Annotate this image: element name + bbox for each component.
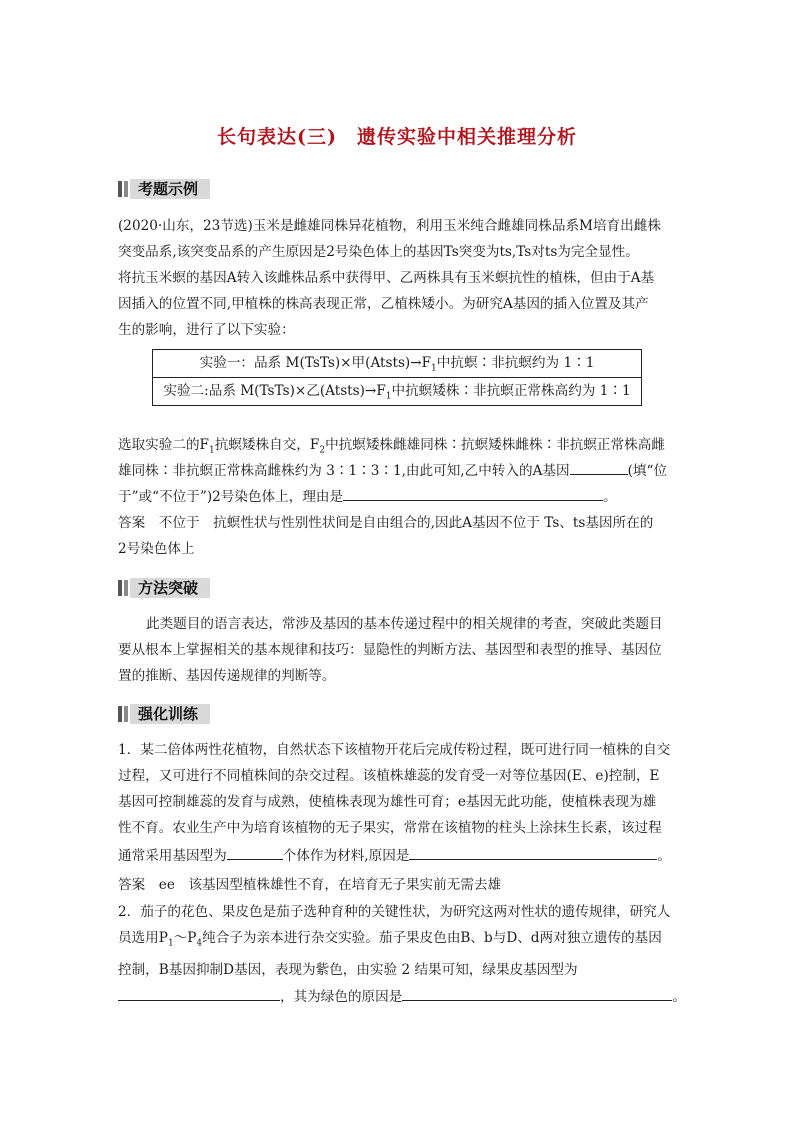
section-header-examples <box>118 178 210 200</box>
example-line: 因插入的位置不同,甲植株的株高表现正常，乙植株矮小。为研究A基因的插入位置及其产 <box>118 296 649 312</box>
method-line: 置的推断、基因传递规律的判断等。 <box>118 668 336 684</box>
method-line: 此类题目的语言表达，常涉及基因的基本传递过程中的相关规律的考查，突破此类题目 <box>146 616 663 632</box>
experiment-table <box>152 349 642 406</box>
question-line: 选取实验二的$F_1$抗螟矮株自交，$F_2$中抗螟矮株雌雄同株∶抗螟矮株雌株∶非抗螟正常株高雌 <box>118 437 665 456</box>
question-line: 于”或“不位于”)2号染色体上，理由是 。 <box>118 484 678 510</box>
section-label: 强化训练 <box>130 704 210 724</box>
training-line: 2．茄子的花色、果皮色是茄子选种育种的关键性状，为研究这两对性状的遗传规律，研究人 <box>118 904 671 920</box>
section-marker-icon <box>118 181 128 197</box>
section-label: 考题示例 <box>130 179 210 199</box>
page-title: 长句表达(三) 遗传实验中相关推理分析 <box>217 126 577 148</box>
answer-blank[interactable] <box>570 460 628 475</box>
training-line: 员选用$P_1\sim P_4$纯合子为亲本进行杂交实验。茄子果皮色由B、b与D、d两对独立遗传的基因 <box>118 930 662 949</box>
training-line: ，其为绿色的原因是 。 <box>118 984 678 1010</box>
example-line: 将抗玉米螟的基因A转入该雌株品系中获得甲、乙两株具有玉米螟抗性的植株，但由于A基 <box>118 270 655 286</box>
method-line: 要从根本上掌握相关的基本规律和技巧：显隐性的判断方法、基因型和表型的推导、基因位 <box>118 642 662 658</box>
example-line: (2020·山东，23节选)玉米是雌雄同株异花植物，利用玉米纯合雌雄同株品系M培育出雌株 <box>118 218 661 234</box>
section-header-method <box>118 577 210 599</box>
question-line: 雄同株∶非抗螟正常株高雌株约为 3∶1∶3∶1,由此可知,乙中转入的A基因 (填“位 <box>118 458 678 484</box>
answer-blank[interactable] <box>118 986 280 1001</box>
training-line: 通常采用基因型为 个体作为材料,原因是 。 <box>118 843 678 869</box>
section-label: 方法突破 <box>130 578 210 598</box>
training-line: 基因可控制雄蕊的发育与成熟，使植株表现为雄性可育；e基因无此功能，使植株表现为雄 <box>118 794 657 810</box>
answer-blank[interactable] <box>227 845 283 860</box>
example-line: 突变品系,该突变品系的产生原因是2号染色体上的基因Ts突变为ts,Ts对ts为完全显性。 <box>118 244 639 260</box>
training-line: 过程，又可进行不同植株间的杂交过程。该植株雄蕊的发育受一对等位基因(E、e)控制，E <box>118 768 660 784</box>
training-line: 1．某二倍体两性花植物，自然状态下该植物开花后完成传粉过程，既可进行同一植株的自交 <box>118 742 671 758</box>
training-line: 控制，B基因抑制D基因，表现为紫色，由实验 2 结果可知，绿果皮基因型为 <box>118 962 578 978</box>
answer-blank[interactable] <box>402 986 672 1001</box>
experiment-row: 实验二:品系 M(TsTs)×乙$(Atsts)\to F_1$中抗螟矮株∶非抗螟正常株高约为 1∶1 <box>153 377 641 405</box>
section-marker-icon <box>118 580 128 596</box>
answer-line: 2号染色体上 <box>118 541 195 557</box>
answer-blank[interactable] <box>409 845 657 860</box>
answer-line: 答案 ee 该基因型植株雄性不育，在培育无子果实前无需去雄 <box>118 877 502 893</box>
experiment-row: 实验一：品系 M(TsTs)×甲$(Atsts)\to F_1$中抗螟∶非抗螟约为 1∶1 <box>199 355 595 374</box>
section-header-training <box>118 703 210 725</box>
answer-line: 答案 不位于 抗螟性状与性别性状间是自由组合的,因此A基因不位于 Ts、ts基因所在的 <box>118 515 654 531</box>
answer-blank[interactable] <box>343 486 603 501</box>
example-line: 生的影响，进行了以下实验： <box>118 322 295 338</box>
section-marker-icon <box>118 706 128 722</box>
training-line: 性不育。农业生产中为培育该植物的无子果实，常常在该植物的柱头上涂抹生长素，该过程 <box>118 820 662 836</box>
